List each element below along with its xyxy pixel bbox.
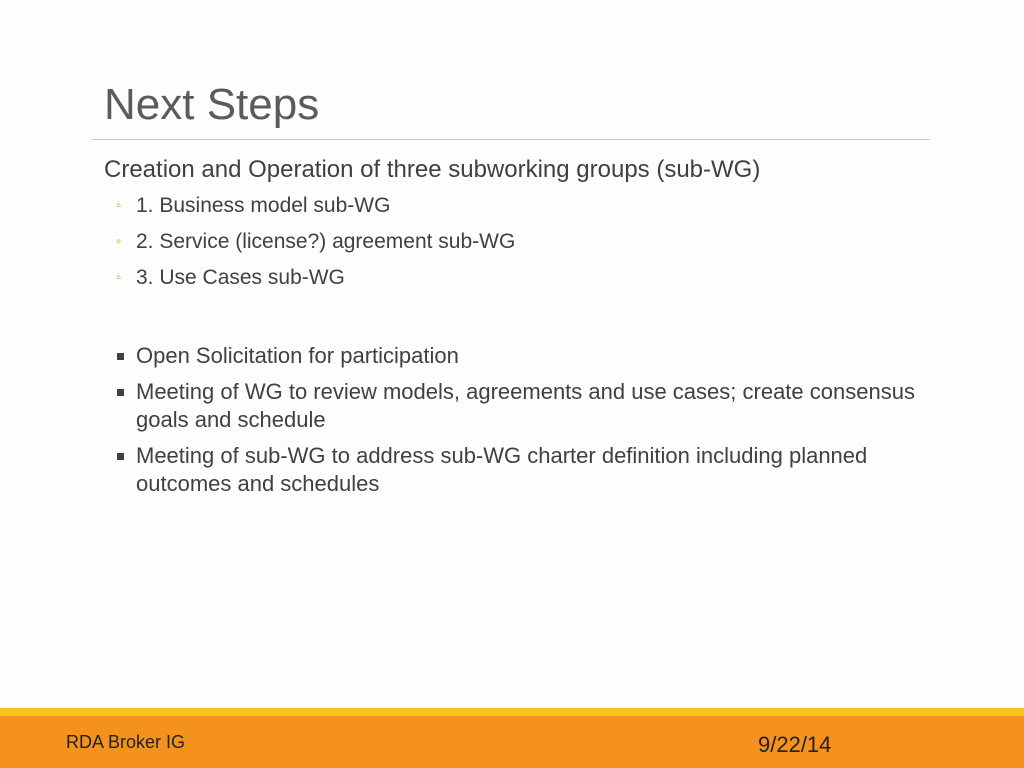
subgroup-list [116, 188, 934, 296]
list-item [116, 342, 934, 370]
list-item [116, 442, 934, 498]
list-item-text: Meeting of sub-WG to address sub-WG charter definition including planned outcomes and schedules [136, 443, 868, 496]
list-item-text: 2. Service (license?) agreement sub-WG [136, 230, 516, 253]
list-item-text: 1. Business model sub-WG [136, 194, 391, 217]
intro-text: Creation and Operation of three subworking groups (sub-WG) [104, 156, 761, 183]
circle-bullet-icon: ◦ [116, 233, 122, 250]
circle-bullet-icon: ◦ [116, 269, 122, 286]
list-item-text: Open Solicitation for participation [136, 343, 459, 368]
title-divider [92, 139, 930, 140]
list-item [116, 188, 934, 224]
list-item [116, 378, 934, 434]
square-bullet-icon [117, 353, 124, 360]
footer-date: 9/22/14 [758, 732, 832, 757]
slide-content [104, 154, 934, 506]
footer-bar [0, 716, 1024, 768]
footer-label: RDA Broker IG [66, 732, 186, 752]
list-item-text: 3. Use Cases sub-WG [136, 266, 345, 289]
list-item [116, 224, 934, 260]
square-bullet-icon [117, 389, 124, 396]
list-item-text: Meeting of WG to review models, agreements and use cases; create consensus goals and schedule [136, 379, 915, 432]
circle-bullet-icon: ◦ [116, 197, 122, 214]
slide-title: Next Steps [104, 80, 320, 129]
square-bullet-icon [117, 453, 124, 460]
steps-list [116, 342, 934, 498]
footer-stripe [0, 708, 1024, 716]
list-item [116, 260, 934, 296]
